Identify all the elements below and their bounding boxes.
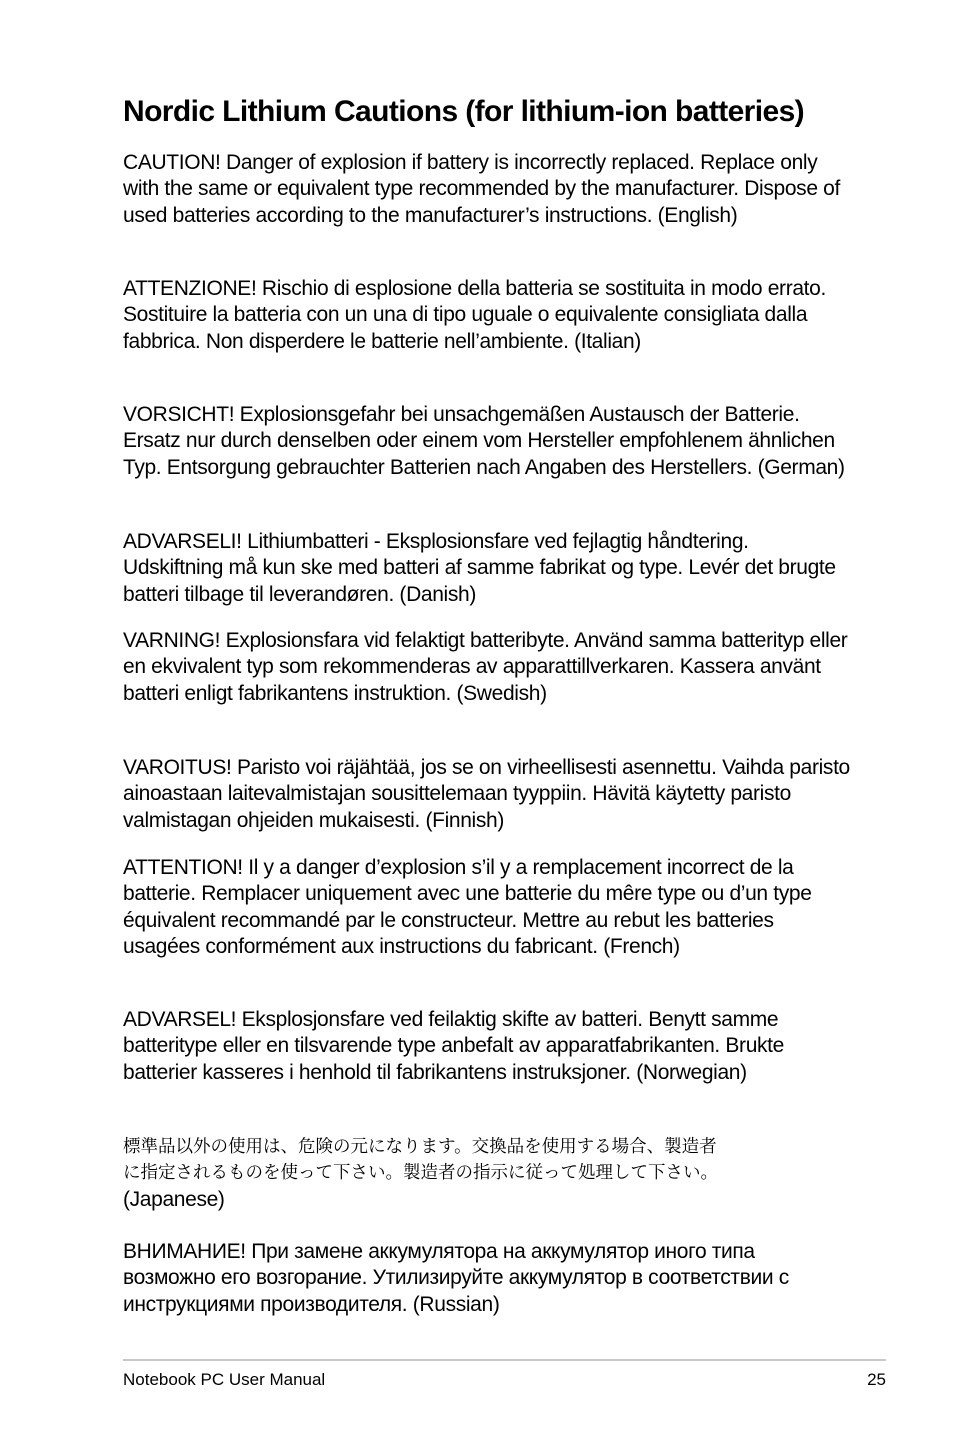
page-number: 25 xyxy=(867,1370,886,1389)
footer-manual-title: Notebook PC User Manual xyxy=(123,1370,326,1389)
caution-french: ATTENTION! Il y a danger d’explosion s’il y a remplacement incorrect de la batterie. Remplacer uniquement avec une batterie du mêre type ou d’un type équivalent recommandé par le constructeur. Mettre au rebut les batteries usagées conformément aux instructions du fabricant. (French) xyxy=(123,856,812,958)
caution-german: VORSICHT! Explosionsgefahr bei unsachgemäßen Austausch der Batterie. Ersatz nur durch denselben oder einem vom Hersteller empfohlenem ähnlichen Typ. Entsorgung gebrauchter Batterien nach Angaben des Herstellers. (German) xyxy=(123,403,845,479)
caution-danish: ADVARSELI! Lithiumbatteri - Eksplosionsfare ved fejlagtig håndtering. Udskiftning må kun ske med batteri af samme fabrikat og type. Levér det brugte batteri tilbage til leverandøren. (Danish) xyxy=(123,530,836,606)
footer-divider xyxy=(123,1359,886,1361)
caution-russian: ВНИМАНИЕ! При замене аккумулятора на аккумулятор иного типа возможно его возгорание. Утилизируйте аккумулятор в соответствии с инструкциями производителя. (Russian) xyxy=(123,1240,789,1316)
caution-japanese xyxy=(123,1134,848,1213)
caution-english: CAUTION! Danger of explosion if battery is incorrectly replaced. Replace only with the same or equivalent type recommended by the manufacturer. Dispose of used batteries according to the manufacturer’s instructions. (English) xyxy=(123,151,840,227)
caution-norwegian: ADVARSEL! Eksplosjonsfare ved feilaktig skifte av batteri. Benytt samme batteritype eller en tilsvarende type anbefalt av apparatfabrikanten. Brukte batterier kasseres i henhold til fabrikantens instruksjoner. (Norwegian) xyxy=(123,1008,784,1084)
caution-swedish: VARNING! Explosionsfara vid felaktigt batteribyte. Använd samma batterityp eller en ekvivalent typ som rekommenderas av apparattillverkaren. Kassera använt batteri enligt fabrikantens instruktion. (Swedish) xyxy=(123,629,848,705)
page-title: Nordic Lithium Cautions (for lithium-ion batteries) xyxy=(123,95,805,128)
caution-finnish: VAROITUS! Paristo voi räjähtää, jos se on virheellisesti asennettu. Vaihda paristo ainoastaan laitevalmistajan sousittelemaan tyyppiin. Hävitä käytetty paristo valmistagan ohjeiden mukaisesti. (Finnish) xyxy=(123,756,850,832)
caution-japanese-label: (Japanese) xyxy=(123,1187,225,1211)
caution-japanese-line2: に指定されるものを使って下さい。製造者の指示に従って処理して下さい。 xyxy=(123,1163,718,1184)
caution-italian: ATTENZIONE! Rischio di esplosione della batteria se sostituita in modo errato. Sostituire la batteria con un una di tipo uguale o equivalente consigliata dalla fabbrica. Non disperdere le batterie nell’ambiente. (Italian) xyxy=(123,277,826,353)
caution-japanese-line1: 標準品以外の使用は、危険の元になります。交換品を使用する場合、製造者 xyxy=(123,1137,717,1157)
